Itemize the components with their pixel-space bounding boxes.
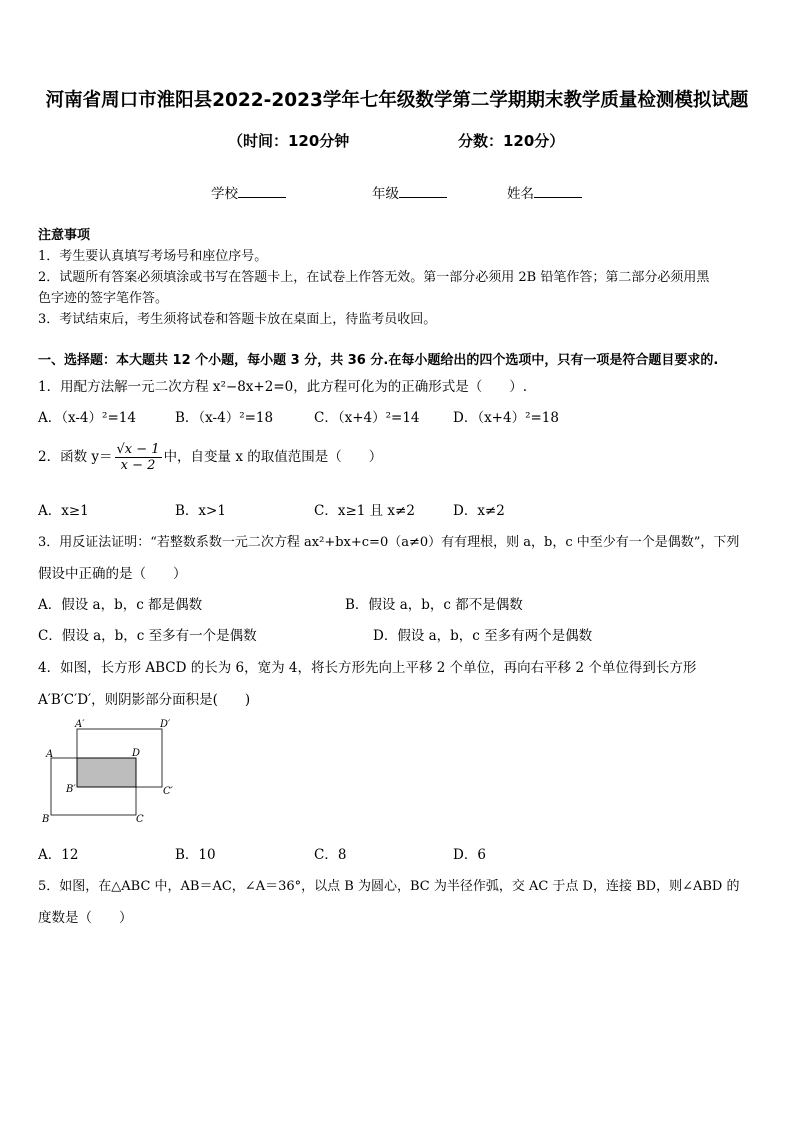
q1-option-c: C．（x+4）²=14 [314,410,420,426]
q3-option-c: C．假设 a，b，c 至多有一个是偶数 [38,628,257,644]
label-c-prime: C′ [163,786,173,797]
school-field [211,182,286,202]
q1-option-a: A．（x-4）²=14 [38,410,136,426]
q2-option-b: B．x>1 [175,503,226,519]
q4-option-a: A．12 [38,847,79,863]
shaded-region [77,758,136,787]
q2-option-c: C．x≥1 且 x≠2 [314,503,415,519]
question-2-stem [38,442,382,473]
q3-option-d: D．假设 a，b，c 至多有两个是偶数 [373,628,593,644]
note-item: 1．考生要认真填写考场号和座位序号。 [38,249,268,264]
name-field [507,182,582,202]
question-3-stem-line2: 假设中正确的是（ ） [38,566,187,582]
q1-option-d: D．（x+4）²=18 [453,410,559,426]
q2-option-a: A．x≥1 [38,503,89,519]
exam-time: （时间：120分钟 [228,132,350,150]
q4-option-c: C．8 [314,847,347,863]
name-label: 姓名 [507,186,534,202]
school-label: 学校 [211,186,238,202]
label-a: A [46,749,54,760]
name-blank [534,185,582,198]
section-heading: 一、选择题：本大题共 12 个小题，每小题 3 分，共 36 分.在每小题给出的四个选项中，只有一项是符合题目要求的. [38,353,719,368]
q4-option-d: D．6 [453,847,486,863]
page-title: 河南省周口市淮阳县2022-2023学年七年级数学第二学期期末教学质量检测模拟试题 [45,90,749,111]
question-5-stem-line1: 5．如图，在△ABC 中，AB＝AC，∠A＝36°，以点 B 为圆心，BC 为半径作弧，交 AC 于点 D，连接 BD，则∠ABD 的 [38,879,740,894]
note-item: 色字迹的签字笔作答。 [38,291,169,306]
q2-stem-before: 2．函数 y＝ [38,449,113,465]
grade-field [372,182,447,202]
q3-option-a: A．假设 a，b，c 都是偶数 [38,597,203,613]
question-4-stem-line2: A′B′C′D′，则阴影部分面积是( ) [38,692,251,708]
q2-numerator: √x − 1 [116,442,160,457]
note-item: 3．考试结束后，考生须将试卷和答题卡放在桌面上，待监考员收回。 [38,312,437,327]
label-a-prime: A′ [75,719,85,730]
question-5-stem-line2: 度数是（ ） [38,910,133,926]
notes-heading: 注意事项 [38,228,91,243]
label-b: B [42,814,50,825]
school-blank [238,185,286,198]
label-d-prime: D′ [160,719,171,730]
q2-stem-after: 中，自变量 x 的取值范围是（ ） [163,449,383,465]
label-b-prime: B′ [66,784,76,795]
q2-fraction [115,442,162,473]
q2-denominator: x − 2 [120,458,156,473]
rectangle-translation-figure [36,716,186,826]
label-c: C [136,814,144,825]
q1-option-b: B．（x-4）²=18 [175,410,274,426]
exam-score: 分数：120分） [458,132,565,150]
note-item: 2．试题所有答案必须填涂或书写在答题卡上，在试卷上作答无效。第一部分必须用 2B 铅笔作答；第二部分必须用黑 [38,270,710,285]
q3-option-b: B．假设 a，b，c 都不是偶数 [345,597,523,613]
question-3-stem-line1: 3．用反证法证明：“若整数系数一元二次方程 ax²+bx+c=0（a≠0）有有理根，则 a，b，c 中至少有一个是偶数”，下列 [38,535,740,550]
grade-blank [399,185,447,198]
q4-option-b: B．10 [175,847,216,863]
grade-label: 年级 [372,186,399,202]
q2-option-d: D．x≠2 [453,503,505,519]
question-4-stem-line1: 4．如图，长方形 ABCD 的长为 6，宽为 4，将长方形先向上平移 2 个单位，再向右平移 2 个单位得到长方形 [38,660,697,676]
label-d: D [132,748,141,759]
question-1-stem: 1．用配方法解一元二次方程 x²−8x+2=0，此方程可化为的正确形式是（ ）. [38,379,528,395]
